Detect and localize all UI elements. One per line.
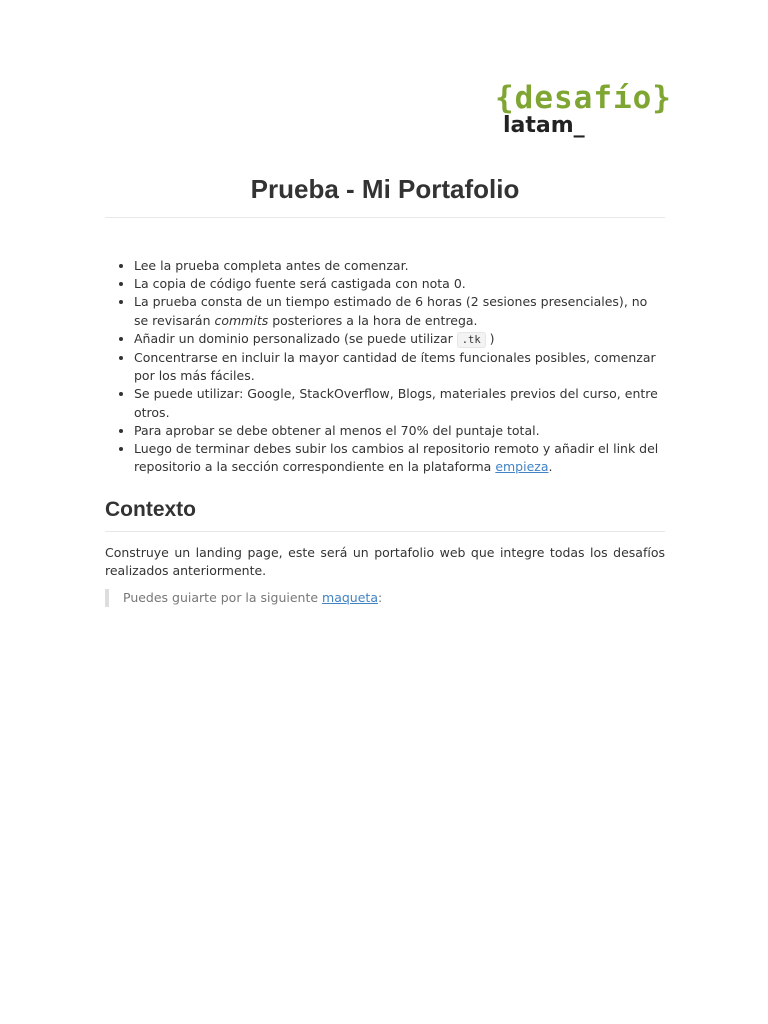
context-paragraph: Construye un landing page, este será un portafolio web que integre todas los desafíos realizados anteriormente.: [105, 545, 665, 579]
logo-wordmark-desafio: {desafío}: [495, 80, 672, 116]
rule-text: Para aprobar se debe obtener al menos el 70% del puntaje total.: [134, 422, 540, 438]
rule-item: [134, 385, 665, 421]
inline-code: .tk: [457, 332, 486, 348]
rule-item: [134, 275, 665, 293]
desafio-latam-logo: [495, 80, 672, 142]
rule-text: Luego de terminar debes subir los cambios al repositorio remoto y añadir el link del repositorio a la sección correspondiente en la plataforma: [134, 441, 659, 475]
rule-text: Concentrarse en incluir la mayor cantidad de ítems funcionales posibles, comenzar por los más fáciles.: [134, 350, 656, 384]
maqueta-link[interactable]: maqueta: [322, 590, 378, 605]
title-divider: [105, 217, 665, 218]
rule-item: [134, 330, 665, 349]
page-title: Prueba - Mi Portafolio: [250, 174, 520, 204]
rules-list: [105, 257, 665, 476]
rule-item: [134, 257, 665, 275]
rule-text: .: [548, 459, 553, 475]
rule-text: Añadir un dominio personalizado (se puede utilizar: [134, 330, 457, 346]
rule-item: [134, 440, 665, 476]
section-divider: [105, 531, 665, 532]
rule-text: Se puede utilizar: Google, StackOverflow, Blogs, materiales previos del curso, entre otros.: [134, 386, 658, 420]
rule-item: [134, 349, 665, 385]
rule-item: [134, 422, 665, 440]
logo-wordmark-latam: latam_: [503, 113, 585, 138]
blockquote-maqueta: [105, 589, 665, 607]
rule-text: posteriores a la hora de entrega.: [268, 312, 478, 328]
rule-text: Lee la prueba completa antes de comenzar.: [134, 258, 409, 273]
emphasis-text: commits: [214, 312, 269, 328]
empieza-link[interactable]: empieza: [495, 459, 549, 475]
rule-text: ): [485, 330, 495, 346]
rule-text: La copia de código fuente será castigada con nota 0.: [134, 276, 466, 292]
quote-text: Puedes guiarte por la siguiente: [123, 590, 323, 605]
rule-item: [134, 293, 665, 329]
rule-text: La prueba consta de un tiempo estimado de 6 horas (2 sesiones presenciales), no se revisarán: [134, 294, 648, 328]
quote-suffix: :: [377, 590, 383, 605]
section-heading-contexto: Contexto: [105, 498, 196, 521]
